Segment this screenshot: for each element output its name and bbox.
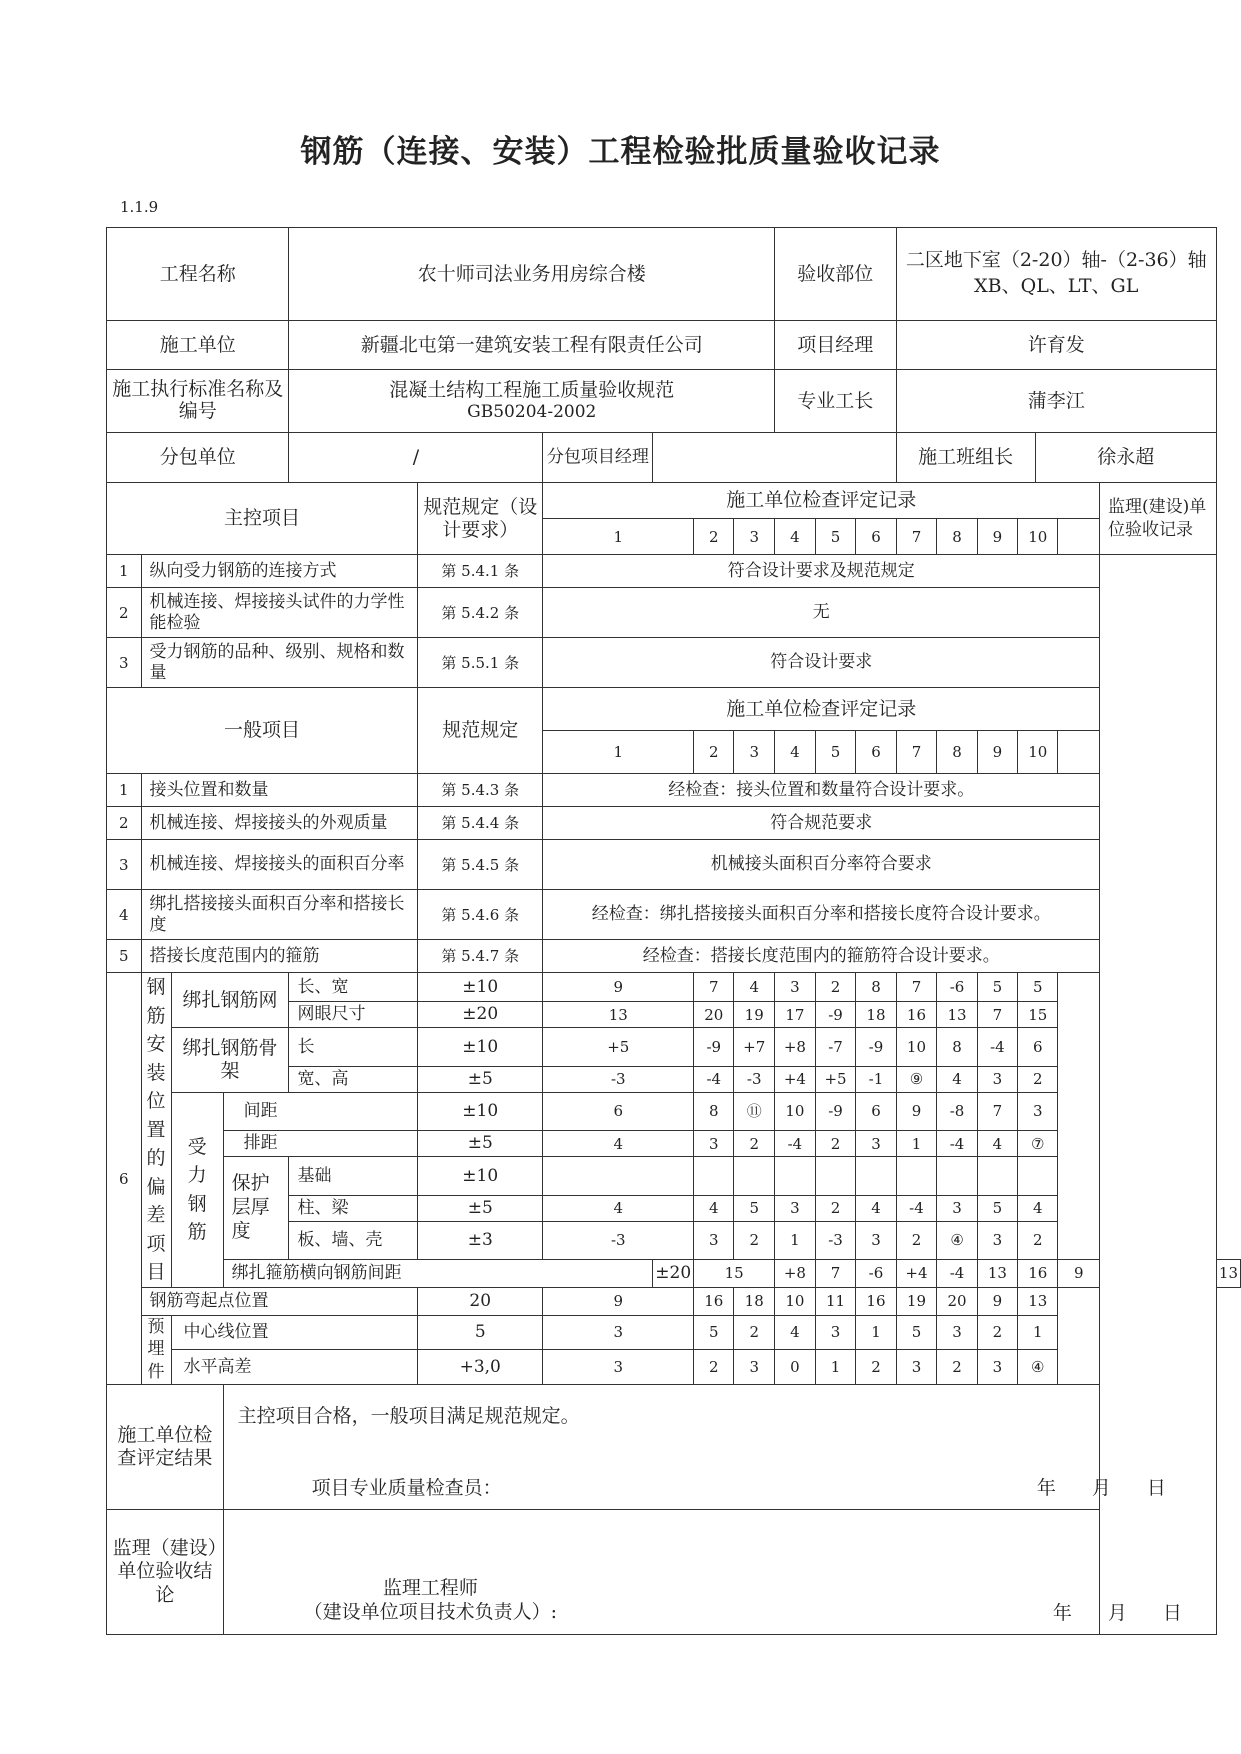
measured-value[interactable]: 15: [694, 1259, 775, 1287]
measured-value[interactable]: 1: [775, 1221, 816, 1259]
deviation-row: [107, 1350, 1241, 1385]
measured-value[interactable]: -1: [856, 1066, 896, 1092]
col-number: 9: [977, 519, 1017, 555]
general-items-label: 一般项目: [107, 688, 418, 774]
general-record-label: 施工单位检查评定记录: [543, 688, 1100, 731]
sub-item-name: 基础: [289, 1157, 418, 1196]
measured-value[interactable]: 4: [937, 1066, 977, 1092]
measured-value[interactable]: [977, 1157, 1017, 1196]
measured-value[interactable]: 8: [856, 973, 896, 1002]
contractor-date: 年 月 日: [1036, 1476, 1166, 1499]
measured-value[interactable]: 2: [856, 1350, 896, 1385]
measured-value[interactable]: 2: [1018, 1221, 1058, 1259]
tolerance: ±20: [653, 1259, 694, 1287]
col-number: 2: [694, 519, 734, 555]
measured-value[interactable]: 7: [815, 1259, 856, 1287]
measured-value[interactable]: 3: [937, 1195, 977, 1221]
measured-value[interactable]: 1: [815, 1350, 856, 1385]
measured-value[interactable]: -7: [815, 1028, 856, 1067]
deviation-row: [107, 1131, 1241, 1157]
measured-value[interactable]: 4: [694, 1195, 734, 1221]
col-number: 8: [937, 731, 977, 774]
contractor-result-label: 施工单位检查评定结果: [107, 1385, 224, 1510]
measured-value[interactable]: 3: [937, 1315, 977, 1350]
measured-value[interactable]: 3: [543, 1350, 694, 1385]
contractor-label: 施工单位: [107, 321, 289, 370]
supervisor-result-label: 监理（建设）单位验收结论: [107, 1510, 224, 1635]
item-spec: 第 5.5.1 条: [418, 638, 543, 688]
measured-value[interactable]: 11: [815, 1287, 856, 1315]
measured-value[interactable]: +5: [815, 1066, 856, 1092]
header-row-standard: [107, 370, 1241, 433]
measured-value[interactable]: -6: [937, 973, 977, 1002]
inspection-part-label: 验收部位: [775, 228, 897, 321]
col-number: 7: [896, 519, 937, 555]
measured-value[interactable]: [1018, 1157, 1058, 1196]
col-number: 2: [694, 731, 734, 774]
sub-item-name: 网眼尺寸: [289, 1002, 418, 1028]
tolerance: 20: [418, 1287, 543, 1315]
col-number: 9: [977, 731, 1017, 774]
measured-value[interactable]: 9: [896, 1092, 937, 1131]
item-spec: 第 5.4.5 条: [418, 840, 543, 890]
measured-value[interactable]: 6: [1018, 1028, 1058, 1067]
measured-value[interactable]: 5: [1018, 973, 1058, 1002]
inspection-form: [106, 227, 1241, 1635]
measured-value[interactable]: 9: [543, 1287, 694, 1315]
tolerance: ±5: [418, 1131, 543, 1157]
main-item-row: [107, 588, 1241, 638]
measured-value[interactable]: ④: [937, 1221, 977, 1259]
measured-value[interactable]: 17: [775, 1002, 816, 1028]
general-item-row: [107, 774, 1241, 807]
supervisor-result-cell[interactable]: [223, 1510, 1216, 1635]
item-result[interactable]: 符合设计要求及规范规定: [543, 555, 1100, 588]
item-no: 2: [107, 807, 142, 840]
measured-value[interactable]: -4: [775, 1131, 816, 1157]
general-item-row: [107, 940, 1241, 973]
main-spec-label: 规范规定（设计要求）: [418, 483, 543, 555]
col-number: 10: [1018, 731, 1058, 774]
col-number: 3: [734, 731, 775, 774]
general-item-row: [107, 807, 1241, 840]
foreman-label: 专业工长: [775, 370, 897, 433]
measured-value[interactable]: -3: [815, 1221, 856, 1259]
measured-value[interactable]: 2: [734, 1131, 775, 1157]
measured-value[interactable]: 16: [694, 1287, 734, 1315]
inspection-table: [106, 227, 1241, 1635]
item-result[interactable]: 经检查：接头位置和数量符合设计要求。: [543, 774, 1100, 807]
project-name-label: 工程名称: [107, 228, 289, 321]
measured-value[interactable]: 4: [856, 1195, 896, 1221]
measured-value[interactable]: 4: [1018, 1195, 1058, 1221]
measured-value[interactable]: ⑨: [896, 1066, 937, 1092]
tolerance: ±10: [418, 1157, 543, 1196]
sub-item-name: 中心线位置: [171, 1315, 418, 1350]
measured-value[interactable]: 3: [815, 1315, 856, 1350]
measured-value[interactable]: -8: [937, 1092, 977, 1131]
measured-value[interactable]: 3: [775, 1195, 816, 1221]
measured-value[interactable]: 3: [977, 1221, 1017, 1259]
measured-value[interactable]: 2: [694, 1350, 734, 1385]
measured-value[interactable]: 10: [775, 1287, 816, 1315]
measured-value[interactable]: 5: [977, 1195, 1017, 1221]
sub-item-name: 间距: [223, 1092, 417, 1131]
measured-value[interactable]: +8: [775, 1259, 816, 1287]
sub-item-name: 钢筋弯起点位置: [141, 1287, 418, 1315]
foreman-value[interactable]: 蒲李江: [896, 370, 1216, 433]
item-name: 绑扎搭接接头面积百分率和搭接长度: [141, 890, 418, 940]
measured-value[interactable]: 2: [815, 1195, 856, 1221]
general-header-row: [107, 688, 1241, 731]
sub-item-name: 宽、高: [289, 1066, 418, 1092]
deviation-row: [107, 1028, 1241, 1067]
measured-value[interactable]: 4: [734, 973, 775, 1002]
measured-value[interactable]: 3: [694, 1131, 734, 1157]
col-number: 4: [775, 731, 816, 774]
tolerance: ±10: [418, 1092, 543, 1131]
measured-value[interactable]: 4: [543, 1195, 694, 1221]
measured-value[interactable]: 7: [896, 973, 937, 1002]
measured-value[interactable]: +8: [775, 1028, 816, 1067]
contractor-signer-label: 项目专业质量检查员：: [311, 1476, 502, 1499]
header-row-project: [107, 228, 1241, 321]
supervisor-date: 年 月 日: [1052, 1601, 1182, 1624]
measured-value[interactable]: +4: [775, 1066, 816, 1092]
measured-value[interactable]: 5: [694, 1315, 734, 1350]
measured-value[interactable]: -9: [694, 1028, 734, 1067]
measured-value[interactable]: 3: [1018, 1092, 1058, 1131]
measured-value[interactable]: 6: [543, 1092, 694, 1131]
measured-value[interactable]: 2: [1018, 1066, 1058, 1092]
deviation-row: [107, 973, 1241, 1002]
item-no: 2: [107, 588, 142, 638]
item-spec: 第 5.4.2 条: [418, 588, 543, 638]
col-number: 8: [937, 519, 977, 555]
measured-value[interactable]: ④: [1018, 1350, 1058, 1385]
item-result[interactable]: 符合设计要求: [543, 638, 1100, 688]
measured-value[interactable]: [543, 1157, 694, 1196]
measured-value[interactable]: [856, 1157, 896, 1196]
measured-value[interactable]: 2: [977, 1315, 1017, 1350]
item-name: 机械连接、焊接接头的外观质量: [141, 807, 418, 840]
measured-value[interactable]: [815, 1157, 856, 1196]
measured-value[interactable]: [775, 1157, 816, 1196]
measured-value[interactable]: 3: [896, 1350, 937, 1385]
measured-value[interactable]: 13: [977, 1259, 1017, 1287]
item-spec: 第 5.4.4 条: [418, 807, 543, 840]
measured-value[interactable]: 4: [977, 1131, 1017, 1157]
measured-value[interactable]: 9: [1058, 1259, 1100, 1287]
measured-value[interactable]: 4: [775, 1315, 816, 1350]
measured-value[interactable]: 3: [977, 1350, 1017, 1385]
contractor-result-row: [107, 1385, 1241, 1510]
team-leader-value[interactable]: 徐永超: [1097, 446, 1155, 469]
col-number: 3: [734, 519, 775, 555]
standard-name: 混凝土结构工程施工质量验收规范: [389, 379, 675, 402]
item-no: 4: [107, 890, 142, 940]
sub-item-name: 长、宽: [289, 973, 418, 1002]
team-leader-label: 施工班组长: [897, 433, 1036, 482]
col-number: 6: [856, 731, 896, 774]
measured-value[interactable]: 9: [543, 973, 694, 1002]
measured-value[interactable]: 1: [896, 1131, 937, 1157]
inspection-part-value[interactable]: 二区地下室（2-20）轴-（2-36）轴 XB、QL、LT、GL: [896, 228, 1216, 321]
measured-value[interactable]: 3: [543, 1315, 694, 1350]
measured-value[interactable]: +7: [734, 1028, 775, 1067]
general-item-row: [107, 890, 1241, 940]
header-row-contractor: [107, 321, 1241, 370]
item-name: 机械连接、焊接接头试件的力学性能检验: [141, 588, 418, 638]
tolerance: 5: [418, 1315, 543, 1350]
measured-value[interactable]: 2: [815, 1131, 856, 1157]
supervisor-signer-label: 监理工程师 （建设单位项目技术负责人）:: [303, 1576, 558, 1623]
measured-value[interactable]: -4: [937, 1131, 977, 1157]
measured-value[interactable]: 3: [775, 973, 816, 1002]
measured-value[interactable]: -9: [815, 1092, 856, 1131]
measured-value[interactable]: 13: [1018, 1287, 1058, 1315]
measured-value[interactable]: 7: [977, 1092, 1017, 1131]
measured-value[interactable]: 13: [543, 1002, 694, 1028]
sub-pm-label: 分包项目经理: [543, 433, 653, 483]
item-spec: 第 5.4.1 条: [418, 555, 543, 588]
measured-value[interactable]: 2: [896, 1221, 937, 1259]
measured-value[interactable]: 20: [694, 1002, 734, 1028]
subcontractor-value[interactable]: /: [289, 433, 543, 483]
deviation-row: [107, 1092, 1241, 1131]
tolerance: ±5: [418, 1195, 543, 1221]
measured-value[interactable]: 13: [937, 1002, 977, 1028]
measured-value[interactable]: -9: [815, 1002, 856, 1028]
measured-value[interactable]: -3: [543, 1066, 694, 1092]
col-number: 10: [1018, 519, 1058, 555]
col-number: 7: [896, 731, 937, 774]
measured-value[interactable]: 18: [856, 1002, 896, 1028]
measured-value[interactable]: 2: [734, 1315, 775, 1350]
measured-value[interactable]: [694, 1157, 734, 1196]
item-name: 机械连接、焊接接头的面积百分率: [141, 840, 418, 890]
main-record-label: 施工单位检查评定记录: [543, 483, 1100, 519]
measured-value[interactable]: 10: [896, 1028, 937, 1067]
pm-value[interactable]: 许育发: [896, 321, 1216, 370]
measured-value[interactable]: [734, 1157, 775, 1196]
item-result[interactable]: 机械接头面积百分率符合要求: [543, 840, 1100, 890]
deviation-row: [107, 1259, 1241, 1287]
group-rebar-label: 受力钢筋: [171, 1092, 223, 1287]
item-result[interactable]: 经检查：搭接长度范围内的箍筋符合设计要求。: [543, 940, 1100, 973]
sub-item-name: 长: [289, 1028, 418, 1067]
tolerance: ±20: [418, 1002, 543, 1028]
group-cover-label: 保护层厚度: [223, 1157, 289, 1260]
header-row-sub: [107, 433, 1241, 483]
measured-value[interactable]: [896, 1157, 937, 1196]
measured-value[interactable]: -4: [937, 1259, 977, 1287]
measured-value[interactable]: 1: [856, 1315, 896, 1350]
col-number: 4: [775, 519, 816, 555]
item-name: 纵向受力钢筋的连接方式: [141, 555, 418, 588]
main-item-row: [107, 555, 1241, 588]
item-result[interactable]: 符合规范要求: [543, 807, 1100, 840]
measured-value[interactable]: 5: [896, 1315, 937, 1350]
measured-value[interactable]: -9: [856, 1028, 896, 1067]
tolerance: ±10: [418, 973, 543, 1002]
measured-value[interactable]: 3: [856, 1221, 896, 1259]
measured-value[interactable]: [937, 1157, 977, 1196]
measured-value[interactable]: 5: [734, 1195, 775, 1221]
standard-code: GB50204-2002: [467, 402, 597, 423]
pm-label: 项目经理: [775, 321, 897, 370]
group-mesh-label: 绑扎钢筋网: [171, 973, 289, 1028]
item-spec: 第 5.4.3 条: [418, 774, 543, 807]
general-item-row: [107, 840, 1241, 890]
measured-value[interactable]: -6: [856, 1259, 896, 1287]
item-spec: 第 5.4.6 条: [418, 890, 543, 940]
measured-value[interactable]: 10: [775, 1092, 816, 1131]
measured-value[interactable]: 3: [856, 1131, 896, 1157]
measured-value[interactable]: -4: [977, 1028, 1017, 1067]
deviation-row: [107, 1287, 1241, 1315]
contractor-value[interactable]: 新疆北屯第一建筑安装工程有限责任公司: [289, 321, 775, 370]
item-no: 3: [107, 638, 142, 688]
item-no: 3: [107, 840, 142, 890]
measured-value[interactable]: -4: [896, 1195, 937, 1221]
team-leader-cell: [896, 433, 1216, 483]
measured-value[interactable]: -4: [694, 1066, 734, 1092]
standard-label: 施工执行标准名称及编号: [107, 370, 289, 433]
measured-value[interactable]: -3: [734, 1066, 775, 1092]
sub-pm-value[interactable]: [653, 433, 896, 483]
measured-value[interactable]: 2: [937, 1350, 977, 1385]
deviation-row: [107, 1315, 1241, 1350]
supervisor-result-row: [107, 1510, 1241, 1635]
standard-value[interactable]: [289, 370, 775, 433]
measured-value[interactable]: 5: [977, 973, 1017, 1002]
general-spec-label: 规范规定: [418, 688, 543, 774]
measured-value[interactable]: ⑦: [1018, 1131, 1058, 1157]
measured-value[interactable]: 18: [734, 1287, 775, 1315]
deviation-row: [107, 1157, 1241, 1196]
measured-value[interactable]: +4: [896, 1259, 937, 1287]
col-number: 5: [815, 519, 856, 555]
item-name: 接头位置和数量: [141, 774, 418, 807]
main-items-label: 主控项目: [107, 483, 418, 555]
group-frame-label: 绑扎钢筋骨架: [171, 1028, 289, 1093]
col-number: 1: [543, 519, 694, 555]
sub-item-name: 排距: [223, 1131, 417, 1157]
tolerance: ±3: [418, 1221, 543, 1259]
main-item-row: [107, 638, 1241, 688]
measured-value[interactable]: 3: [977, 1066, 1017, 1092]
contractor-result-text: 主控项目合格，一般项目满足规范规定。: [237, 1405, 580, 1428]
sub-item-name: 柱、梁: [289, 1195, 418, 1221]
measured-value[interactable]: +5: [543, 1028, 694, 1067]
measured-value[interactable]: ⑪: [734, 1092, 775, 1131]
item-no: 1: [107, 774, 142, 807]
sub-item-name: 绑扎箍筋横向钢筋间距: [223, 1259, 653, 1287]
measured-value[interactable]: 8: [694, 1092, 734, 1131]
tolerance: ±5: [418, 1066, 543, 1092]
measured-value[interactable]: 2: [815, 973, 856, 1002]
measured-value[interactable]: 6: [856, 1092, 896, 1131]
col-number: 6: [856, 519, 896, 555]
measured-value[interactable]: 3: [694, 1221, 734, 1259]
item-no: 5: [107, 940, 142, 973]
measured-value[interactable]: 8: [937, 1028, 977, 1067]
sub-item-name: 水平高差: [171, 1350, 418, 1385]
measured-value[interactable]: 3: [734, 1350, 775, 1385]
measured-value[interactable]: 16: [1018, 1259, 1058, 1287]
measured-value[interactable]: 9: [977, 1287, 1017, 1315]
measured-value[interactable]: 13: [1216, 1259, 1240, 1287]
item-name: 受力钢筋的品种、级别、规格和数量: [141, 638, 418, 688]
measured-value[interactable]: 20: [937, 1287, 977, 1315]
tolerance: +3,0: [418, 1350, 543, 1385]
sub-item-name: 板、墙、壳: [289, 1221, 418, 1259]
col-number: 5: [815, 731, 856, 774]
measured-value[interactable]: 7: [977, 1002, 1017, 1028]
item-no: 6: [107, 973, 142, 1385]
measured-value[interactable]: 0: [775, 1350, 816, 1385]
subcontractor-label: 分包单位: [107, 433, 289, 483]
tolerance: ±10: [418, 1028, 543, 1067]
main-header-row: [107, 483, 1241, 519]
contractor-result-cell[interactable]: [223, 1385, 1216, 1510]
item-spec: 第 5.4.7 条: [418, 940, 543, 973]
item-no: 1: [107, 555, 142, 588]
deviation-side-label: 钢筋安装位置的偏差项目: [141, 973, 171, 1288]
measured-value[interactable]: 15: [1018, 1002, 1058, 1028]
measured-value[interactable]: 19: [734, 1002, 775, 1028]
measured-value[interactable]: 2: [734, 1221, 775, 1259]
measured-value[interactable]: 16: [856, 1287, 896, 1315]
measured-value[interactable]: 19: [896, 1287, 937, 1315]
measured-value[interactable]: 4: [543, 1131, 694, 1157]
measured-value[interactable]: -3: [543, 1221, 694, 1259]
col-number: 1: [543, 731, 694, 774]
measured-value[interactable]: 16: [896, 1002, 937, 1028]
measured-value[interactable]: 1: [1018, 1315, 1058, 1350]
item-result[interactable]: 经检查：绑扎搭接接头面积百分率和搭接长度符合设计要求。: [543, 890, 1100, 940]
supervisor-record-label: 监理(建设)单位验收记录: [1100, 483, 1217, 555]
item-name: 搭接长度范围内的箍筋: [141, 940, 418, 973]
group-embed-label: 预埋件: [141, 1315, 171, 1385]
item-result[interactable]: 无: [543, 588, 1100, 638]
form-code: 1.1.9: [120, 198, 159, 216]
project-name-value[interactable]: 农十师司法业务用房综合楼: [289, 228, 775, 321]
measured-value[interactable]: 7: [694, 973, 734, 1002]
page-title: 钢筋（连接、安装）工程检验批质量验收记录: [300, 134, 941, 170]
